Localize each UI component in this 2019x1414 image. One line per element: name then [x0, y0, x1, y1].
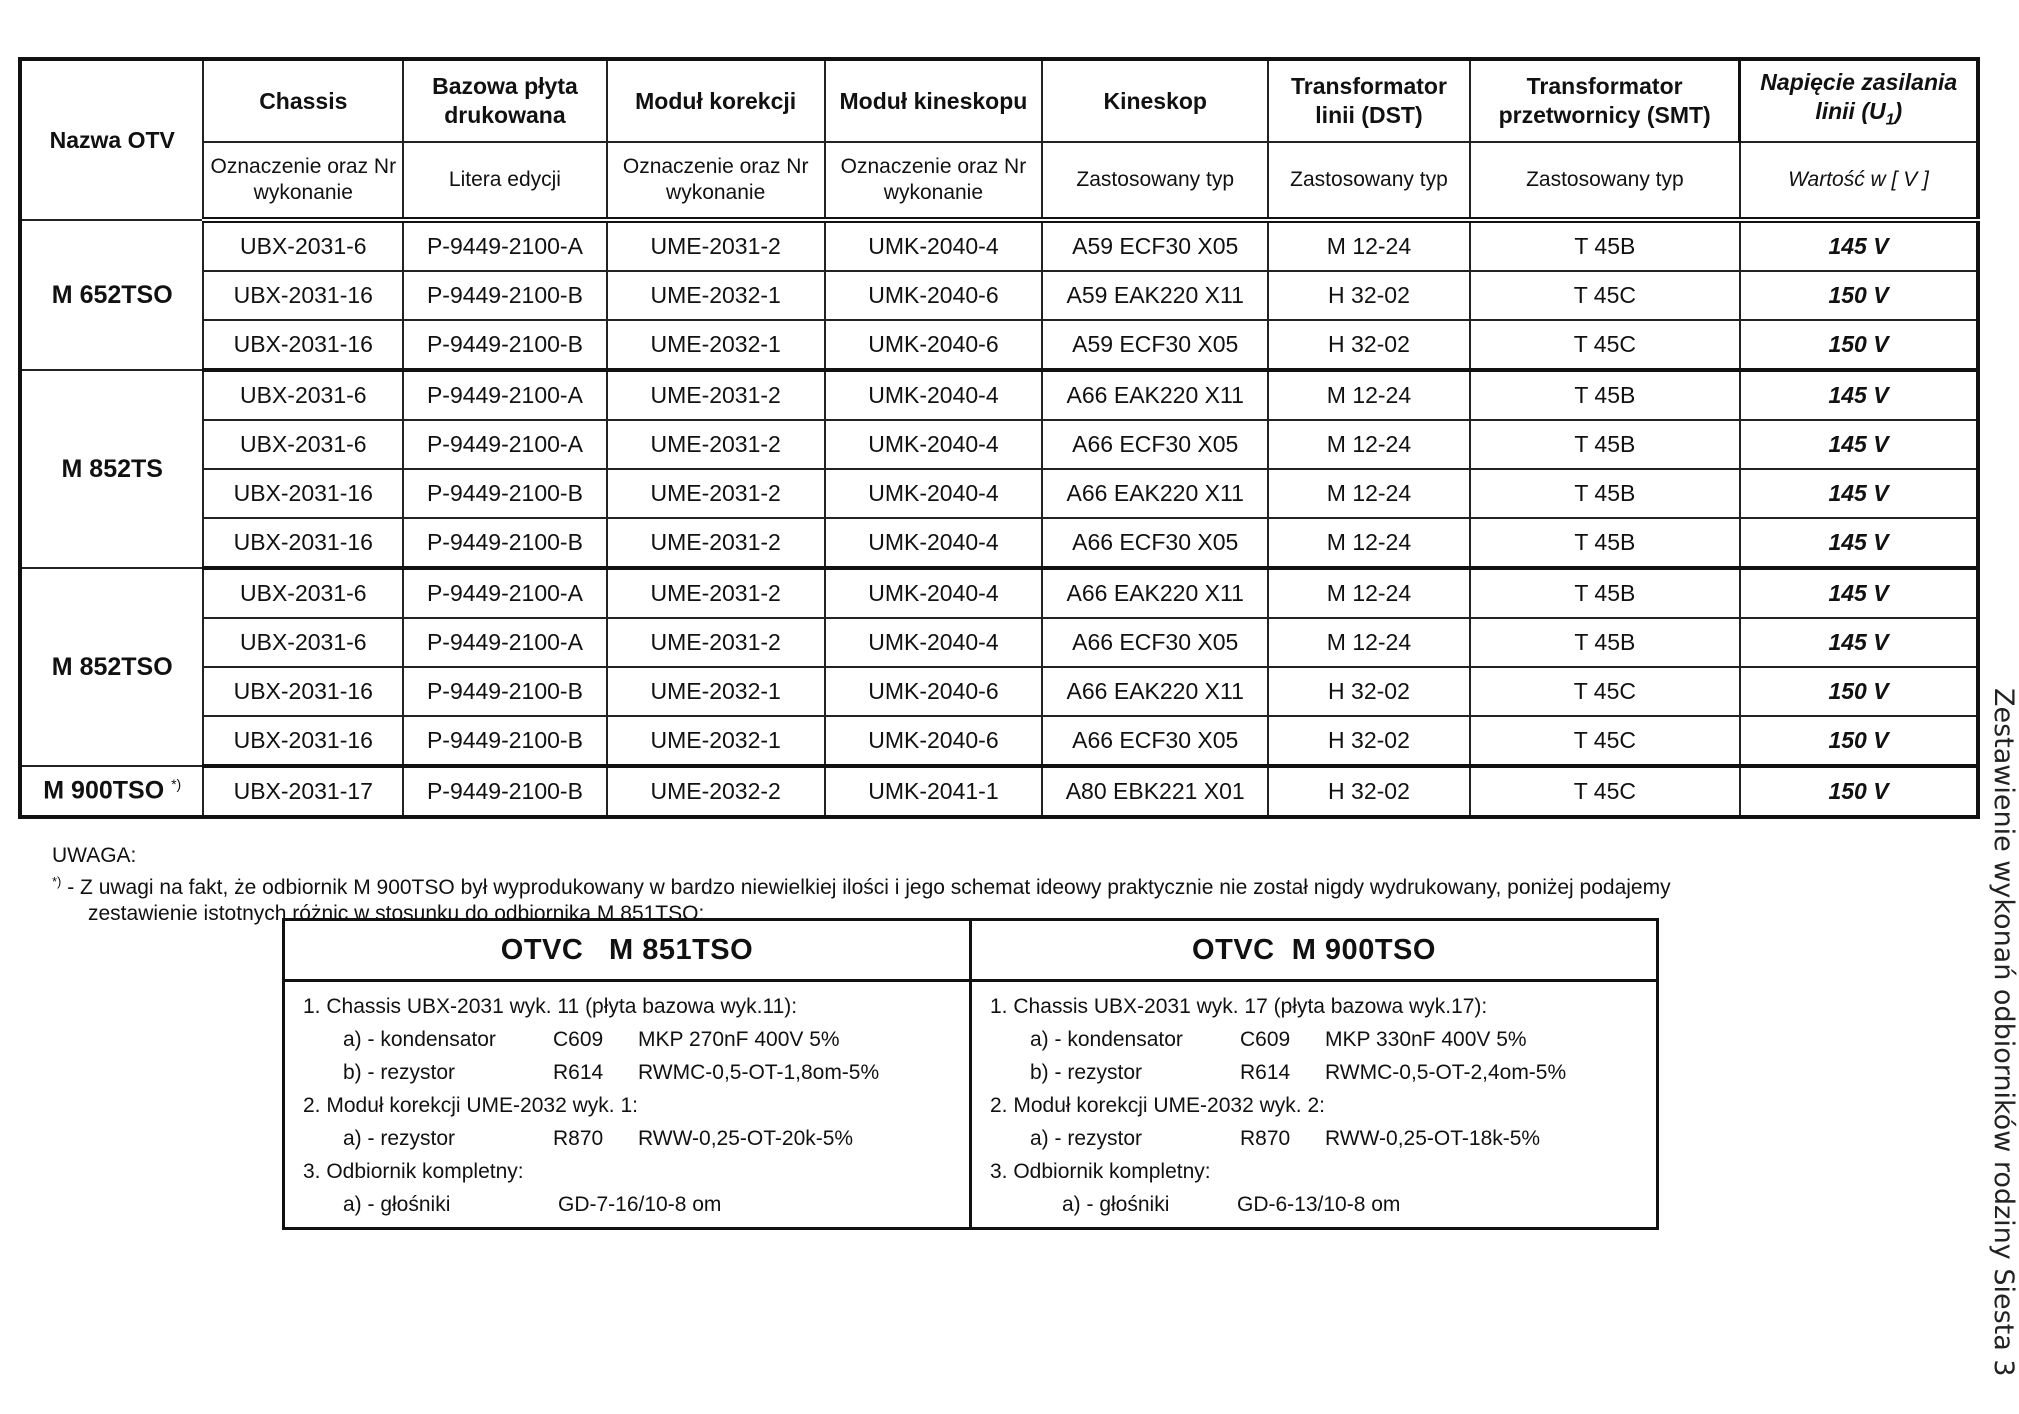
cell-line-transformer: H 32-02: [1268, 667, 1470, 716]
side-caption-text: Zestawienie wykonań odbiorników rodziny Siesta 3: [1988, 688, 2019, 1377]
cell-chassis: UBX-2031-6: [203, 618, 403, 667]
subheader-correction-module: Oznaczenie oraz Nr wykonanie: [607, 142, 825, 220]
cell-base-board: P-9449-2100-A: [403, 370, 607, 420]
header-converter-transformer: Transformator przetwornicy (SMT): [1470, 59, 1740, 142]
comparison-title-right: OTVC M 900TSO: [971, 920, 1658, 981]
comparison-title-left: OTVC M 851TSO: [284, 920, 971, 981]
cell-base-board: P-9449-2100-B: [403, 320, 607, 370]
footnote-marker: *): [171, 776, 182, 793]
table-row: [20, 618, 1978, 667]
cell-line-transformer: H 32-02: [1268, 271, 1470, 320]
comparison-table: [282, 918, 1659, 1230]
cell-chassis: UBX-2031-17: [203, 766, 403, 817]
table-row: [20, 220, 1978, 271]
cell-correction-module: UME-2031-2: [607, 568, 825, 618]
cell-tube: A66 EAK220 X11: [1042, 370, 1268, 420]
subheader-row: [20, 142, 1978, 220]
side-caption: [1985, 688, 2019, 1388]
cell-tube: A59 ECF30 X05: [1042, 320, 1268, 370]
cell-chassis: UBX-2031-6: [203, 420, 403, 469]
note-marker: *): [52, 874, 62, 889]
cell-line-voltage: 150 V: [1740, 320, 1978, 370]
cell-converter-transformer: T 45B: [1470, 518, 1740, 568]
cell-line-voltage: 150 V: [1740, 716, 1978, 766]
cell-line-voltage: 150 V: [1740, 667, 1978, 716]
cell-line-transformer: M 12-24: [1268, 220, 1470, 271]
cell-chassis: UBX-2031-16: [203, 320, 403, 370]
note-heading: UWAGA:: [52, 844, 137, 867]
right-speaker-line: a) - głośniki GD-6-13/10-8 om: [1062, 1193, 1401, 1216]
cell-line-voltage: 145 V: [1740, 618, 1978, 667]
cell-line-transformer: M 12-24: [1268, 618, 1470, 667]
cell-tube-module: UMK-2040-4: [825, 518, 1043, 568]
cell-tube: A66 ECF30 X05: [1042, 420, 1268, 469]
cell-line-voltage: 145 V: [1740, 568, 1978, 618]
right-module-resistor-line: a) - rezystor R870 RWW-0,25-OT-18k-5%: [1030, 1127, 1541, 1150]
left-receiver-line: 3. Odbiornik kompletny:: [303, 1160, 524, 1183]
subheader-converter-transformer: Zastosowany typ: [1470, 142, 1740, 220]
cell-tube-module: UMK-2040-4: [825, 420, 1043, 469]
comparison-header-row: [284, 920, 1658, 981]
cell-converter-transformer: T 45C: [1470, 716, 1740, 766]
cell-converter-transformer: T 45B: [1470, 420, 1740, 469]
table-row: [20, 568, 1978, 618]
variants-table: [18, 57, 1980, 819]
header-chassis: Chassis: [203, 59, 403, 142]
cell-tube: A66 EAK220 X11: [1042, 667, 1268, 716]
cell-tube-module: UMK-2041-1: [825, 766, 1043, 817]
cell-correction-module: UME-2032-1: [607, 716, 825, 766]
cell-chassis: UBX-2031-6: [203, 220, 403, 271]
table-row: [20, 420, 1978, 469]
cell-chassis: UBX-2031-16: [203, 271, 403, 320]
table-row: [20, 518, 1978, 568]
cell-correction-module: UME-2032-1: [607, 320, 825, 370]
cell-chassis: UBX-2031-16: [203, 716, 403, 766]
note-block: [52, 843, 1952, 927]
variants-body: [20, 220, 1978, 817]
cell-tube-module: UMK-2040-6: [825, 667, 1043, 716]
cell-base-board: P-9449-2100-B: [403, 667, 607, 716]
cell-correction-module: UME-2031-2: [607, 469, 825, 518]
cell-converter-transformer: T 45C: [1470, 320, 1740, 370]
cell-tube-module: UMK-2040-4: [825, 568, 1043, 618]
cell-tube-module: UMK-2040-6: [825, 320, 1043, 370]
cell-tube-module: UMK-2040-6: [825, 271, 1043, 320]
cell-tube: A66 EAK220 X11: [1042, 568, 1268, 618]
subheader-base-board: Litera edycji: [403, 142, 607, 220]
table-row: [20, 766, 1978, 817]
right-receiver-line: 3. Odbiornik kompletny:: [990, 1160, 1211, 1183]
model-name-cell: M 652TSO: [20, 220, 203, 370]
cell-correction-module: UME-2031-2: [607, 518, 825, 568]
cell-correction-module: UME-2031-2: [607, 618, 825, 667]
cell-converter-transformer: T 45C: [1470, 766, 1740, 817]
left-speaker-line: a) - głośniki GD-7-16/10-8 om: [343, 1193, 722, 1216]
cell-tube-module: UMK-2040-4: [825, 370, 1043, 420]
cell-base-board: P-9449-2100-B: [403, 766, 607, 817]
right-module-line: 2. Moduł korekcji UME-2032 wyk. 2:: [990, 1094, 1325, 1117]
subheader-line-voltage: Wartość w [ V ]: [1740, 142, 1978, 220]
cell-base-board: P-9449-2100-B: [403, 469, 607, 518]
cell-line-transformer: M 12-24: [1268, 469, 1470, 518]
comparison-right-cell: [971, 981, 1658, 1229]
cell-converter-transformer: T 45B: [1470, 618, 1740, 667]
cell-line-transformer: H 32-02: [1268, 766, 1470, 817]
cell-correction-module: UME-2032-2: [607, 766, 825, 817]
header-base-board: Bazowa płyta drukowana: [403, 59, 607, 142]
cell-tube-module: UMK-2040-4: [825, 220, 1043, 271]
cell-converter-transformer: T 45C: [1470, 667, 1740, 716]
table-row: [20, 716, 1978, 766]
cell-base-board: P-9449-2100-B: [403, 716, 607, 766]
cell-tube: A59 ECF30 X05: [1042, 220, 1268, 271]
cell-line-transformer: M 12-24: [1268, 568, 1470, 618]
table-row: [20, 370, 1978, 420]
cell-line-transformer: H 32-02: [1268, 716, 1470, 766]
header-tube-module: Moduł kineskopu: [825, 59, 1043, 142]
cell-line-transformer: M 12-24: [1268, 518, 1470, 568]
header-line-voltage: Napięcie zasilania linii $(U_1)$: [1740, 59, 1978, 142]
right-capacitor-line: a) - kondensator C609 MKP 330nF 400V 5%: [1030, 1028, 1527, 1051]
note-line-1: *) - Z uwagi na fakt, że odbiornik M 900TSO był wyprodukowany w bardzo niewielkiej ilości i jego schemat ideowy praktycznie nie został nigdy wydrukowany, poniżej podajemy: [52, 874, 1671, 899]
cell-line-voltage: 145 V: [1740, 370, 1978, 420]
cell-correction-module: UME-2031-2: [607, 420, 825, 469]
header-tube: Kineskop: [1042, 59, 1268, 142]
cell-chassis: UBX-2031-16: [203, 518, 403, 568]
cell-base-board: P-9449-2100-B: [403, 518, 607, 568]
cell-converter-transformer: T 45B: [1470, 370, 1740, 420]
right-chassis-line: 1. Chassis UBX-2031 wyk. 17 (płyta bazowa wyk.17):: [990, 995, 1488, 1018]
table-row: [20, 320, 1978, 370]
comparison-body-row: [284, 981, 1658, 1229]
cell-converter-transformer: T 45C: [1470, 271, 1740, 320]
cell-line-transformer: M 12-24: [1268, 370, 1470, 420]
cell-tube: A66 ECF30 X05: [1042, 618, 1268, 667]
header-line-transformer: Transformator linii (DST): [1268, 59, 1470, 142]
header-name: Nazwa OTV: [20, 59, 203, 220]
model-name-cell: M 852TSO: [20, 568, 203, 766]
cell-converter-transformer: T 45B: [1470, 469, 1740, 518]
cell-tube: A66 ECF30 X05: [1042, 716, 1268, 766]
note-line-2: zestawienie istotnych różnic w stosunku do odbiornika M 851TSO:: [88, 902, 705, 925]
cell-converter-transformer: T 45B: [1470, 568, 1740, 618]
right-resistor-line: b) - rezystor R614 RWMC-0,5-OT-2,4om-5%: [1030, 1061, 1567, 1084]
cell-chassis: UBX-2031-16: [203, 667, 403, 716]
left-module-line: 2. Moduł korekcji UME-2032 wyk. 1:: [303, 1094, 638, 1117]
subheader-tube-module: Oznaczenie oraz Nr wykonanie: [825, 142, 1043, 220]
cell-line-voltage: 145 V: [1740, 220, 1978, 271]
cell-tube-module: UMK-2040-4: [825, 618, 1043, 667]
subheader-line-transformer: Zastosowany typ: [1268, 142, 1470, 220]
cell-chassis: UBX-2031-6: [203, 568, 403, 618]
cell-line-voltage: 150 V: [1740, 271, 1978, 320]
cell-correction-module: UME-2032-1: [607, 271, 825, 320]
cell-base-board: P-9449-2100-A: [403, 220, 607, 271]
table-row: [20, 667, 1978, 716]
cell-line-voltage: 145 V: [1740, 518, 1978, 568]
cell-line-voltage: 145 V: [1740, 469, 1978, 518]
cell-correction-module: UME-2032-1: [607, 667, 825, 716]
cell-correction-module: UME-2031-2: [607, 370, 825, 420]
cell-base-board: P-9449-2100-A: [403, 568, 607, 618]
cell-tube-module: UMK-2040-6: [825, 716, 1043, 766]
left-resistor-line: b) - rezystor R614 RWMC-0,5-OT-1,8om-5%: [343, 1061, 880, 1084]
model-name-cell: M 900TSO *): [20, 766, 203, 817]
cell-line-transformer: M 12-24: [1268, 420, 1470, 469]
model-name-cell: M 852TS: [20, 370, 203, 568]
header-correction-module: Moduł korekcji: [607, 59, 825, 142]
cell-line-transformer: H 32-02: [1268, 320, 1470, 370]
comparison-left-cell: [284, 981, 971, 1229]
cell-chassis: UBX-2031-16: [203, 469, 403, 518]
cell-base-board: P-9449-2100-B: [403, 271, 607, 320]
left-capacitor-line: a) - kondensator C609 MKP 270nF 400V 5%: [343, 1028, 840, 1051]
header-row: [20, 59, 1978, 142]
cell-line-voltage: 150 V: [1740, 766, 1978, 817]
cell-tube: A80 EBK221 X01: [1042, 766, 1268, 817]
subheader-chassis: Oznaczenie oraz Nr wykonanie: [203, 142, 403, 220]
cell-tube-module: UMK-2040-4: [825, 469, 1043, 518]
cell-chassis: UBX-2031-6: [203, 370, 403, 420]
cell-base-board: P-9449-2100-A: [403, 420, 607, 469]
cell-tube: A66 EAK220 X11: [1042, 469, 1268, 518]
table-row: [20, 271, 1978, 320]
cell-line-voltage: 145 V: [1740, 420, 1978, 469]
left-chassis-line: 1. Chassis UBX-2031 wyk. 11 (płyta bazowa wyk.11):: [303, 995, 798, 1018]
cell-tube: A59 EAK220 X11: [1042, 271, 1268, 320]
cell-correction-module: UME-2031-2: [607, 220, 825, 271]
cell-base-board: P-9449-2100-A: [403, 618, 607, 667]
left-module-resistor-line: a) - rezystor R870 RWW-0,25-OT-20k-5%: [343, 1127, 854, 1150]
table-row: [20, 469, 1978, 518]
cell-converter-transformer: T 45B: [1470, 220, 1740, 271]
cell-tube: A66 ECF30 X05: [1042, 518, 1268, 568]
subheader-tube: Zastosowany typ: [1042, 142, 1268, 220]
